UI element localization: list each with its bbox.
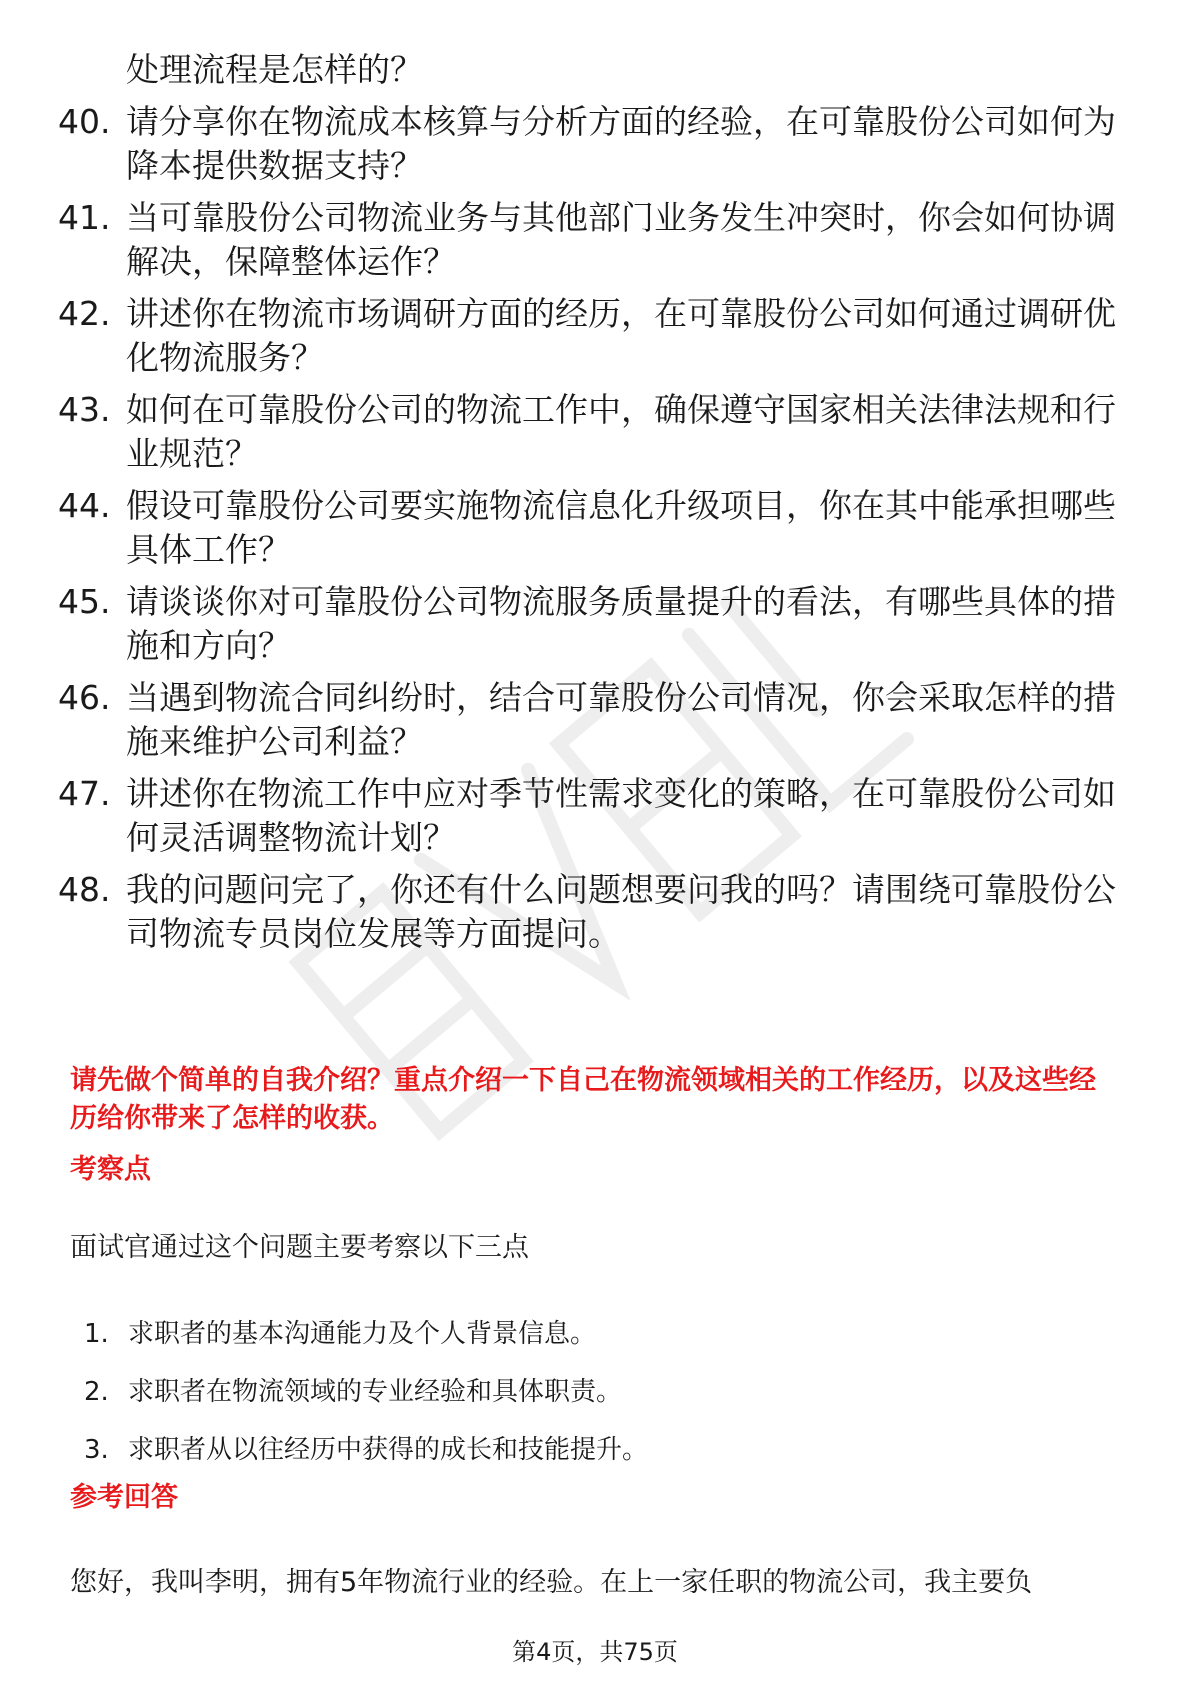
point-number: 3.	[84, 1435, 109, 1465]
point-text: 求职者在物流领域的专业经验和具体职责。	[128, 1377, 623, 1407]
question-list	[58, 48, 1118, 956]
question-number: 46.	[58, 678, 111, 717]
question-text: 请谈谈你对可靠股份公司物流服务质量提升的看法，有哪些具体的措施和方向？	[126, 582, 1116, 665]
list-item	[84, 1374, 1084, 1410]
question-item	[58, 676, 1118, 764]
question-number: 45.	[58, 582, 111, 621]
question-continuation: 处理流程是怎样的？	[126, 50, 423, 89]
question-item	[58, 484, 1118, 572]
question-item	[58, 388, 1118, 476]
question-text: 我的问题问完了，你还有什么问题想要问我的吗？请围绕可靠股份公司物流专员岗位发展等方面提问。	[126, 870, 1116, 953]
page-footer: 第4页，共75页	[512, 1638, 678, 1666]
question-item	[58, 100, 1118, 188]
question-number: 42.	[58, 294, 111, 333]
question-text: 如何在可靠股份公司的物流工作中，确保遵守国家相关法律法规和行业规范？	[126, 390, 1116, 473]
highlight-question: 请先做个简单的自我介绍？重点介绍一下自己在物流领域相关的工作经历，以及这些经历给你带来了怎样的收获。	[70, 1065, 1096, 1134]
question-number: 40.	[58, 102, 111, 141]
question-item	[58, 772, 1118, 860]
question-number: 43.	[58, 390, 111, 429]
question-text: 请分享你在物流成本核算与分析方面的经验，在可靠股份公司如何为降本提供数据支持？	[126, 102, 1116, 185]
question-item	[58, 196, 1118, 284]
question-item	[58, 292, 1118, 380]
question-text: 讲述你在物流市场调研方面的经历，在可靠股份公司如何通过调研优化物流服务？	[126, 294, 1116, 377]
question-number: 41.	[58, 198, 111, 237]
list-item	[84, 1432, 1084, 1468]
question-item	[58, 580, 1118, 668]
question-number: 47.	[58, 774, 111, 813]
question-text: 当可靠股份公司物流业务与其他部门业务发生冲突时，你会如何协调解决，保障整体运作？	[126, 198, 1116, 281]
point-number: 2.	[84, 1377, 109, 1407]
question-number: 44.	[58, 486, 111, 525]
point-text: 求职者从以往经历中获得的成长和技能提升。	[128, 1435, 649, 1465]
question-text: 当遇到物流合同纠纷时，结合可靠股份公司情况，你会采取怎样的措施来维护公司利益？	[126, 678, 1116, 761]
question-item	[58, 868, 1118, 956]
reference-title: 参考回答	[70, 1482, 178, 1513]
assessment-intro: 面试官通过这个问题主要考察以下三点	[70, 1232, 529, 1263]
point-number: 1.	[84, 1319, 109, 1349]
assessment-title: 考察点	[70, 1154, 151, 1185]
reference-answer: 您好，我叫李明，拥有5年物流行业的经验。在上一家任职的物流公司，我主要负	[70, 1567, 1033, 1598]
question-text: 讲述你在物流工作中应对季节性需求变化的策略，在可靠股份公司如何灵活调整物流计划？	[126, 774, 1116, 857]
list-item	[84, 1316, 1084, 1352]
question-text: 假设可靠股份公司要实施物流信息化升级项目，你在其中能承担哪些具体工作？	[126, 486, 1116, 569]
point-text: 求职者的基本沟通能力及个人背景信息。	[128, 1319, 597, 1349]
assessment-points	[84, 1316, 1084, 1490]
question-number: 48.	[58, 870, 111, 909]
